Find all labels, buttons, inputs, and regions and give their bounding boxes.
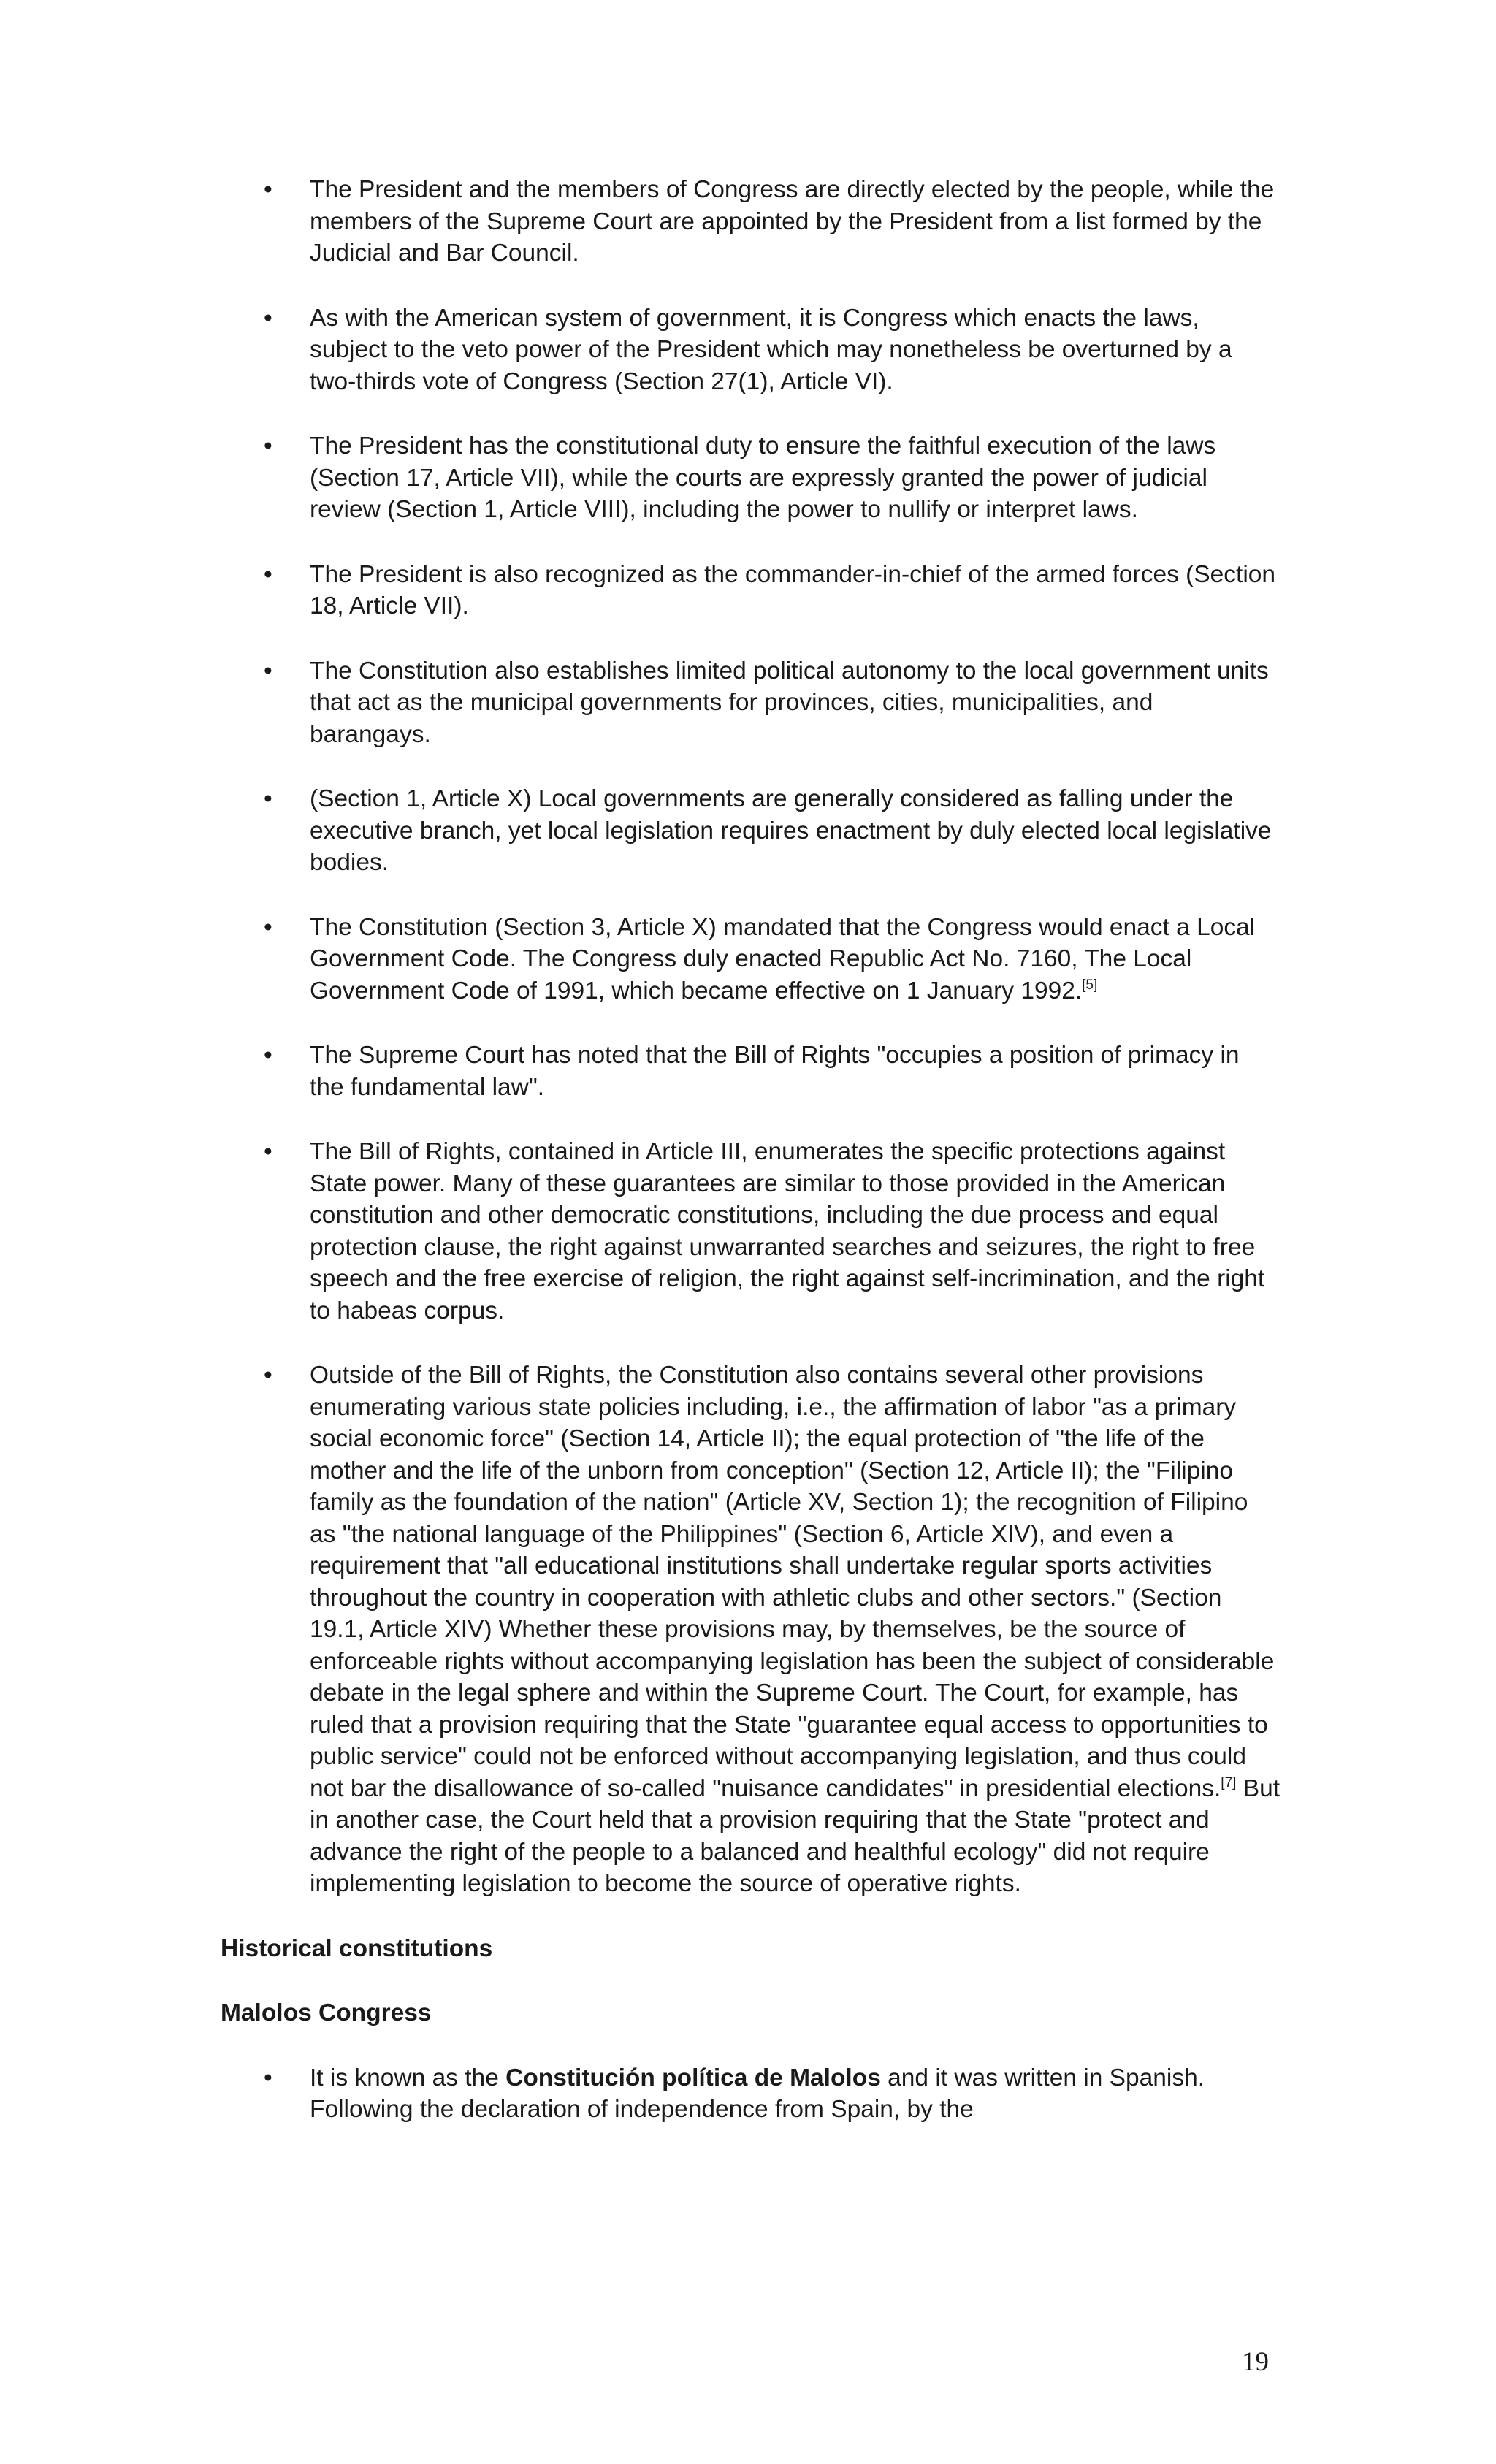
bullet-icon: •	[264, 913, 272, 941]
list-item	[221, 559, 1280, 622]
bullet-list-constitution-features	[221, 174, 1280, 1900]
list-item-text: (Section 1, Article X) Local governments are generally considered as falling under the executive branch, yet local legislation requires enactment by duly elected local legislative bodies.	[310, 785, 1272, 876]
list-item	[221, 1359, 1280, 1900]
list-item-text-continued: But in another case, the Court held that a provision requiring that the State "protect and advance the right of the people to a balanced and healthful ecology" did not require implementing legislation to become the source of operative rights.	[310, 1774, 1281, 1897]
constitution-name: Constitución política de Malolos	[505, 2064, 881, 2091]
bullet-icon: •	[264, 560, 272, 588]
bullet-icon: •	[264, 1362, 272, 1389]
bullet-icon: •	[264, 2064, 272, 2091]
list-item-text: The Constitution (Section 3, Article X) mandated that the Congress would enact a Local Government Code. The Congress duly enacted Republic Act No. 7160, The Local Government Code of 1991, which became effective on 1 January 1992.	[310, 913, 1256, 1004]
page-content	[221, 174, 1280, 2159]
list-item	[221, 174, 1280, 270]
bullet-icon: •	[264, 785, 272, 812]
list-item	[221, 2062, 1280, 2126]
bullet-icon: •	[264, 304, 272, 332]
list-item	[221, 302, 1280, 398]
list-item	[221, 1040, 1280, 1103]
list-item	[221, 430, 1280, 526]
list-item	[221, 655, 1280, 751]
list-item-text: The Bill of Rights, contained in Article III, enumerates the specific protections against State power. Many of these guarantees are similar to those provided in the American constitution and other democratic constitutions, including the due process and equal protection clause, the right against unwarranted searches and seizures, the right to free speech and the free exercise of religion, the right against self-incrimination, and the right to habeas corpus.	[310, 1138, 1265, 1324]
list-item-text: The President has the constitutional duty to ensure the faithful execution of the laws (Section 17, Article VII), while the courts are expressly granted the power of judicial review (Section 1, Article VIII), including the power to nullify or interpret laws.	[310, 432, 1216, 523]
list-item-text-continued: and it was written in Spanish. Following the declaration of independence from Spain, by the	[310, 2064, 1205, 2123]
bullet-icon: •	[264, 1138, 272, 1165]
list-item-text: It is known as the	[310, 2064, 506, 2091]
list-item-text: The Supreme Court has noted that the Bill of Rights "occupies a position of primacy in the fundamental law".	[310, 1042, 1240, 1101]
bullet-icon: •	[264, 1042, 272, 1069]
list-item-text: Outside of the Bill of Rights, the Constitution also contains several other provisions enumerating various state policies including, i.e., the affirmation of labor "as a primary social economic force" (Section 14, Article II); the equal protection of "the life of the mother and the life of the unborn from conception" (Section 12, Article II); the "Filipino family as the foundation of the nation" (Article XV, Section 1); the recognition of Filipino as "the national language of the Philippines" (Section 6, Article XIV), and even a requirement that "all educational institutions shall undertake regular sports activities throughout the country in cooperation with athletic clubs and other sectors." (Section 19.1, Article XIV) Whether these provisions may, by themselves, be the source of enforceable rights without accompanying legislation has been the subject of considerable debate in the legal sphere and within the Supreme Court. The Court, for example, has ruled that a provision requiring that the State "guarantee equal access to opportunities to public service" could not be enforced without accompanying legislation, and thus could not bar the disallowance of so-called "nuisance candidates" in presidential elections.	[310, 1362, 1275, 1802]
section-heading-malolos-congress: Malolos Congress	[221, 1999, 432, 2026]
list-item	[221, 1136, 1280, 1327]
section-heading-historical-constitutions: Historical constitutions	[221, 1934, 493, 1962]
footnote-reference[interactable]: [5]	[1082, 977, 1098, 993]
list-item-text: The Constitution also establishes limited political autonomy to the local government units that act as the municipal governments for provinces, cities, municipalities, and barangays.	[310, 657, 1269, 748]
list-item-text: As with the American system of government, it is Congress which enacts the laws, subject to the veto power of the President which may nonetheless be overturned by a two-thirds vote of Congress (Section 27(1), Article VI).	[310, 304, 1232, 395]
bullet-list-malolos	[221, 2062, 1280, 2126]
bullet-icon: •	[264, 432, 272, 459]
list-item-text: The President and the members of Congress are directly elected by the people, while the members of the Supreme Court are appointed by the President from a list formed by the Judicial and Bar Council.	[310, 176, 1275, 267]
bullet-icon: •	[264, 657, 272, 684]
footnote-reference[interactable]: [7]	[1221, 1774, 1237, 1790]
page-number: 19	[1242, 2347, 1269, 2377]
list-item	[221, 783, 1280, 879]
list-item-text: The President is also recognized as the commander-in-chief of the armed forces (Section 18, Article VII).	[310, 560, 1276, 619]
list-item	[221, 912, 1280, 1007]
bullet-icon: •	[264, 176, 272, 203]
